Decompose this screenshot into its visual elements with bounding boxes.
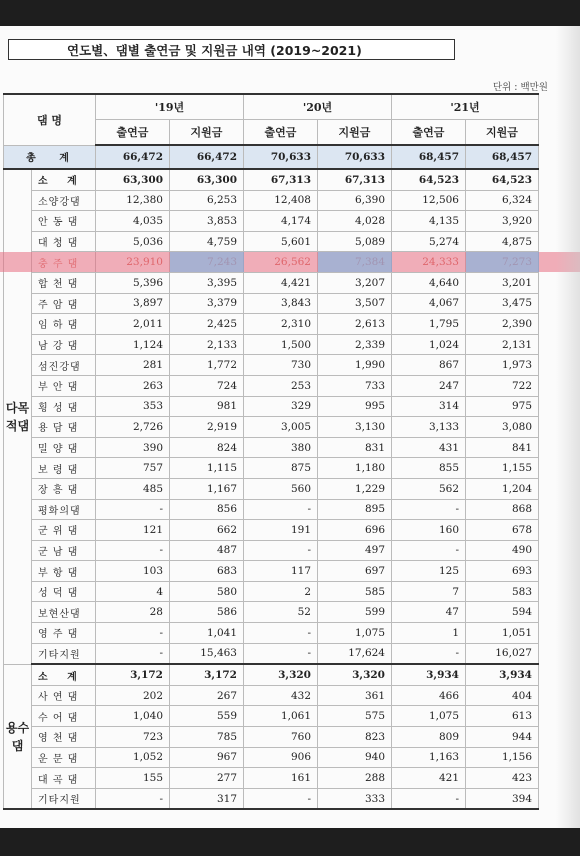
table-cell: 329: [244, 396, 318, 417]
dam-name: 소 계: [32, 664, 96, 685]
table-row: [4, 561, 539, 582]
table-cell: 247: [392, 375, 466, 396]
table-cell: 3,853: [170, 211, 244, 232]
table-cell: -: [244, 499, 318, 520]
table-cell: 875: [244, 458, 318, 479]
table-cell: 191: [244, 520, 318, 541]
table-cell: 1,500: [244, 334, 318, 355]
dam-name: 횡 성 댐: [32, 396, 96, 417]
table-cell: 1,051: [466, 623, 539, 644]
table-cell: 4,640: [392, 272, 466, 293]
table-row: [4, 499, 539, 520]
table-cell: 3,395: [170, 272, 244, 293]
dam-name-header: 댐 명: [4, 94, 96, 145]
table-cell: 117: [244, 561, 318, 582]
table-cell: 724: [170, 375, 244, 396]
table-cell: 1,075: [318, 623, 392, 644]
table-cell: 1,024: [392, 334, 466, 355]
table-cell: 1,167: [170, 478, 244, 499]
top-dark-bar: [0, 0, 580, 26]
table-cell: 559: [170, 706, 244, 727]
table-cell: 16,027: [466, 643, 539, 664]
table-cell: 63,300: [170, 169, 244, 190]
unit-label: 단위 : 백만원: [492, 82, 548, 93]
table-cell: 2,339: [318, 334, 392, 355]
table-cell: 161: [244, 768, 318, 789]
category-label: 용수댐: [4, 664, 32, 809]
table-cell: 70,633: [244, 145, 318, 169]
table-cell: 2,011: [96, 314, 170, 335]
dam-name: 평화의댐: [32, 499, 96, 520]
total-label: 총 계: [4, 145, 96, 169]
table-row: [4, 334, 539, 355]
table-cell: 253: [244, 375, 318, 396]
table-cell: -: [392, 643, 466, 664]
table-cell: 868: [466, 499, 539, 520]
sub-header: 출연금: [96, 120, 170, 146]
bottom-dark-bar: [0, 828, 580, 856]
table-row: [4, 768, 539, 789]
table-cell: 3,320: [318, 664, 392, 685]
table-cell: 4,028: [318, 211, 392, 232]
dam-name: 임 하 댐: [32, 314, 96, 335]
table-cell: 3,379: [170, 293, 244, 314]
table-cell: 1,115: [170, 458, 244, 479]
table-cell: 594: [466, 602, 539, 623]
table-cell: 15,463: [170, 643, 244, 664]
table-cell: 432: [244, 685, 318, 706]
table-cell: 317: [170, 788, 244, 809]
table-cell: 723: [96, 727, 170, 748]
table-cell: 423: [466, 768, 539, 789]
table-row: [4, 231, 539, 252]
dam-name: 남 강 댐: [32, 334, 96, 355]
table-cell: -: [244, 643, 318, 664]
table-cell: 1,772: [170, 355, 244, 376]
dam-name: 성 덕 댐: [32, 581, 96, 602]
table-row: [4, 314, 539, 335]
table-cell: 1,795: [392, 314, 466, 335]
highlight-cell: [170, 252, 244, 273]
table-cell: 68,457: [466, 145, 539, 169]
table-cell: 4,174: [244, 211, 318, 232]
dam-name: 운 문 댐: [32, 747, 96, 768]
table-row: [4, 788, 539, 809]
table-cell: 1,052: [96, 747, 170, 768]
table-cell: 757: [96, 458, 170, 479]
table-cell: 155: [96, 768, 170, 789]
table-cell: 5,396: [96, 272, 170, 293]
table-cell: 2,133: [170, 334, 244, 355]
table-cell: 730: [244, 355, 318, 376]
table-cell: 4,759: [170, 231, 244, 252]
highlight-cell: [318, 252, 392, 273]
table-cell: 2: [244, 581, 318, 602]
table-cell: 485: [96, 478, 170, 499]
table-row: [4, 437, 539, 458]
table-row: [4, 458, 539, 479]
dam-name: 섬진강댐: [32, 355, 96, 376]
table-row: [4, 417, 539, 438]
table-cell: 2,919: [170, 417, 244, 438]
table-cell: 1,040: [96, 706, 170, 727]
table-cell: -: [96, 499, 170, 520]
table-row: [4, 355, 539, 376]
highlight-cell: [466, 252, 539, 273]
table-cell: 1,061: [244, 706, 318, 727]
table-cell: 12,380: [96, 190, 170, 211]
table-cell: 586: [170, 602, 244, 623]
table-cell: 394: [466, 788, 539, 809]
dam-name: 보 령 댐: [32, 458, 96, 479]
table-cell: 125: [392, 561, 466, 582]
table-row: [4, 396, 539, 417]
table-cell: 733: [318, 375, 392, 396]
table-cell: -: [96, 623, 170, 644]
table-cell: 490: [466, 540, 539, 561]
table-cell: 831: [318, 437, 392, 458]
table-cell: 981: [170, 396, 244, 417]
dam-name: 기타지원: [32, 788, 96, 809]
table-row: [4, 643, 539, 664]
table-cell: 683: [170, 561, 244, 582]
table-row: [4, 747, 539, 768]
table-cell: 333: [318, 788, 392, 809]
year-header-2020: '20년: [244, 94, 392, 120]
table-cell: 6,390: [318, 190, 392, 211]
table-cell: 867: [392, 355, 466, 376]
table-row: [4, 706, 539, 727]
table-cell: -: [244, 788, 318, 809]
table-cell: 361: [318, 685, 392, 706]
table-cell: 1,156: [466, 747, 539, 768]
table-cell: 1,124: [96, 334, 170, 355]
table-row: [4, 727, 539, 748]
table-cell: 3,507: [318, 293, 392, 314]
dam-name: 용 담 댐: [32, 417, 96, 438]
table-cell: 3,133: [392, 417, 466, 438]
table-cell: 6,253: [170, 190, 244, 211]
table-cell: -: [96, 540, 170, 561]
table-cell: 353: [96, 396, 170, 417]
table-cell: 722: [466, 375, 539, 396]
dam-name: 기타지원: [32, 643, 96, 664]
table-cell: 28: [96, 602, 170, 623]
table-cell: 66,472: [170, 145, 244, 169]
table-cell: 380: [244, 437, 318, 458]
table-row: [4, 623, 539, 644]
dam-name: 영 천 댐: [32, 727, 96, 748]
table-cell: 575: [318, 706, 392, 727]
sub-header: 지원금: [318, 120, 392, 146]
table-row: [4, 272, 539, 293]
table-cell: 2,310: [244, 314, 318, 335]
table-cell: -: [244, 623, 318, 644]
table-cell: 4,135: [392, 211, 466, 232]
table-cell: -: [392, 499, 466, 520]
table-cell: 1,075: [392, 706, 466, 727]
table-row: [4, 190, 539, 211]
table-cell: 6,324: [466, 190, 539, 211]
table-row: [4, 602, 539, 623]
table-cell: 4,035: [96, 211, 170, 232]
table-cell: 1,204: [466, 478, 539, 499]
table-cell: 17,624: [318, 643, 392, 664]
table-cell: -: [96, 643, 170, 664]
table-cell: 5,601: [244, 231, 318, 252]
table-cell: 3,320: [244, 664, 318, 685]
table-cell: 202: [96, 685, 170, 706]
document-title: 연도별、댐별 출연금 및 지원금 내역 (2019~2021): [8, 39, 455, 60]
table-row: [4, 540, 539, 561]
table-cell: 64,523: [392, 169, 466, 190]
table-row: [4, 478, 539, 499]
table-cell: 390: [96, 437, 170, 458]
table-cell: 3,934: [466, 664, 539, 685]
category-label: 다목적댐: [4, 169, 32, 664]
dam-name: 밀 양 댐: [32, 437, 96, 458]
table-row: [4, 685, 539, 706]
year-header-2021: '21년: [392, 94, 539, 120]
table-cell: 785: [170, 727, 244, 748]
table-cell: 995: [318, 396, 392, 417]
dam-name: 소 계: [32, 169, 96, 190]
table-cell: 47: [392, 602, 466, 623]
table-cell: 580: [170, 581, 244, 602]
page-edge-shadow: [556, 26, 580, 828]
table-cell: 696: [318, 520, 392, 541]
table-cell: 103: [96, 561, 170, 582]
table-cell: 121: [96, 520, 170, 541]
table-cell: 3,130: [318, 417, 392, 438]
contribution-table: [3, 93, 539, 810]
sub-header: 지원금: [170, 120, 244, 146]
table-cell: 3,005: [244, 417, 318, 438]
table-cell: 497: [318, 540, 392, 561]
table-cell: 4,875: [466, 231, 539, 252]
table-row: [4, 664, 539, 685]
table-cell: 3,201: [466, 272, 539, 293]
table-row: [4, 581, 539, 602]
table-cell: 2,425: [170, 314, 244, 335]
dam-name: 보현산댐: [32, 602, 96, 623]
dam-name: 주 암 댐: [32, 293, 96, 314]
table-cell: 12,506: [392, 190, 466, 211]
table-cell: 52: [244, 602, 318, 623]
table-cell: -: [392, 788, 466, 809]
table-cell: 3,172: [96, 664, 170, 685]
table-cell: 697: [318, 561, 392, 582]
table-cell: 693: [466, 561, 539, 582]
dam-name: 부 안 댐: [32, 375, 96, 396]
dam-name: 수 어 댐: [32, 706, 96, 727]
table-cell: 63,300: [96, 169, 170, 190]
table-cell: 263: [96, 375, 170, 396]
table-cell: 940: [318, 747, 392, 768]
table-cell: 421: [392, 768, 466, 789]
table-cell: 824: [170, 437, 244, 458]
table-cell: 2,613: [318, 314, 392, 335]
table-cell: 3,172: [170, 664, 244, 685]
table-cell: 1,229: [318, 478, 392, 499]
dam-name: 군 위 댐: [32, 520, 96, 541]
table-cell: 760: [244, 727, 318, 748]
dam-name: 사 연 댐: [32, 685, 96, 706]
dam-name: 합 천 댐: [32, 272, 96, 293]
table-cell: 64,523: [466, 169, 539, 190]
table-cell: 3,207: [318, 272, 392, 293]
table-cell: 1: [392, 623, 466, 644]
table-cell: 160: [392, 520, 466, 541]
table-cell: 3,843: [244, 293, 318, 314]
table-cell: 5,089: [318, 231, 392, 252]
table-cell: 823: [318, 727, 392, 748]
table-cell: 2,390: [466, 314, 539, 335]
table-cell: 4: [96, 581, 170, 602]
table-cell: 4,421: [244, 272, 318, 293]
table-cell: 431: [392, 437, 466, 458]
table-cell: 466: [392, 685, 466, 706]
table-cell: 599: [318, 602, 392, 623]
table-cell: 583: [466, 581, 539, 602]
table-cell: 975: [466, 396, 539, 417]
table-cell: 855: [392, 458, 466, 479]
table-cell: 1,973: [466, 355, 539, 376]
table-cell: 809: [392, 727, 466, 748]
table-cell: 3,934: [392, 664, 466, 685]
table-row: [4, 375, 539, 396]
table-cell: 66,472: [96, 145, 170, 169]
table-cell: 560: [244, 478, 318, 499]
table-cell: -: [244, 540, 318, 561]
table-cell: 487: [170, 540, 244, 561]
table-row: [4, 293, 539, 314]
table-cell: 678: [466, 520, 539, 541]
table-cell: 68,457: [392, 145, 466, 169]
table-cell: 1,990: [318, 355, 392, 376]
table-cell: 277: [170, 768, 244, 789]
table-cell: 288: [318, 768, 392, 789]
table-cell: 70,633: [318, 145, 392, 169]
table-cell: 404: [466, 685, 539, 706]
table-cell: 3,897: [96, 293, 170, 314]
table-cell: 67,313: [244, 169, 318, 190]
table-cell: 267: [170, 685, 244, 706]
dam-name: 대 청 댐: [32, 231, 96, 252]
sub-header: 출연금: [392, 120, 466, 146]
dam-name: 장 흥 댐: [32, 478, 96, 499]
table-cell: 944: [466, 727, 539, 748]
table-cell: 4,067: [392, 293, 466, 314]
table-cell: 12,408: [244, 190, 318, 211]
table-cell: 841: [466, 437, 539, 458]
dam-name: 대 곡 댐: [32, 768, 96, 789]
table-cell: 5,036: [96, 231, 170, 252]
table-cell: 895: [318, 499, 392, 520]
dam-name: 안 동 댐: [32, 211, 96, 232]
table-cell: 67,313: [318, 169, 392, 190]
table-cell: 2,726: [96, 417, 170, 438]
sub-header: 지원금: [466, 120, 539, 146]
table-row: [4, 169, 539, 190]
table-row: [4, 520, 539, 541]
table-cell: 906: [244, 747, 318, 768]
year-header-2019: '19년: [96, 94, 244, 120]
table-cell: 3,920: [466, 211, 539, 232]
table-row: [4, 211, 539, 232]
total-row: [4, 145, 539, 169]
table-cell: 1,180: [318, 458, 392, 479]
dam-name: 군 남 댐: [32, 540, 96, 561]
table-cell: 585: [318, 581, 392, 602]
table-cell: 7: [392, 581, 466, 602]
table-cell: 314: [392, 396, 466, 417]
table-cell: 1,155: [466, 458, 539, 479]
table-cell: 1,041: [170, 623, 244, 644]
table-cell: 281: [96, 355, 170, 376]
sub-header: 출연금: [244, 120, 318, 146]
table-cell: -: [96, 788, 170, 809]
table-cell: 3,080: [466, 417, 539, 438]
table-cell: 5,274: [392, 231, 466, 252]
table-cell: 2,131: [466, 334, 539, 355]
table-cell: 3,475: [466, 293, 539, 314]
dam-name: 영 주 댐: [32, 623, 96, 644]
table-cell: 662: [170, 520, 244, 541]
table-cell: 967: [170, 747, 244, 768]
dam-name: 소양강댐: [32, 190, 96, 211]
table-cell: -: [392, 540, 466, 561]
table-cell: 613: [466, 706, 539, 727]
table-cell: 562: [392, 478, 466, 499]
table-cell: 856: [170, 499, 244, 520]
dam-name: 부 항 댐: [32, 561, 96, 582]
table-cell: 1,163: [392, 747, 466, 768]
